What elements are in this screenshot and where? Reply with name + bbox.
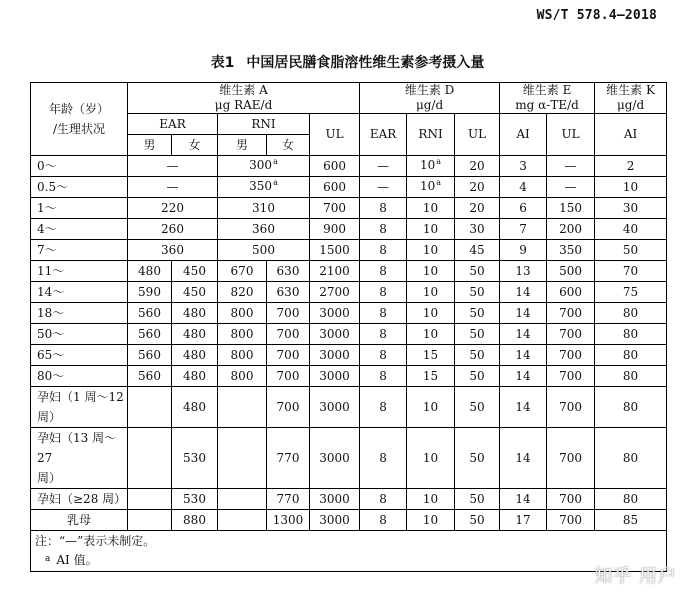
d-ear-cell: 8 — [360, 366, 407, 387]
d-ul-cell: 20 — [455, 198, 500, 219]
a-ul-cell: 600 — [310, 177, 360, 198]
e-ul-cell: — — [547, 156, 595, 177]
table-row — [31, 282, 667, 303]
a-ear-male-cell: 560 — [128, 366, 172, 387]
a-rni-male-cell — [218, 510, 267, 531]
d-rni-cell: 10 — [407, 282, 455, 303]
k-ai-cell: 40 — [595, 219, 667, 240]
a-ear-female-cell: 480 — [172, 303, 218, 324]
d-rni-cell: 10$^a$ — [407, 156, 455, 177]
a-rni-male-cell: 800 — [218, 303, 267, 324]
a-ear-female-cell: 450 — [172, 261, 218, 282]
table-row — [31, 345, 667, 366]
vitamin-k-ai-header: AI — [595, 114, 667, 156]
table-row — [31, 428, 667, 489]
d-ear-cell: 8 — [360, 324, 407, 345]
a-rni-male-cell — [218, 489, 267, 510]
e-ul-cell: 500 — [547, 261, 595, 282]
a-ul-cell: 600 — [310, 156, 360, 177]
d-ear-cell: 8 — [360, 240, 407, 261]
age-cell: 14～ — [31, 282, 128, 303]
d-ul-cell: 50 — [455, 510, 500, 531]
vitamin-k-header: 维生素 K μg/d — [595, 83, 667, 114]
k-ai-cell: 80 — [595, 428, 667, 489]
d-rni-cell: 10 — [407, 428, 455, 489]
header-row-1 — [31, 83, 667, 114]
footnote-mark: a — [273, 178, 278, 187]
a-ul-cell: 3000 — [310, 303, 360, 324]
rni-female-header: 女 — [267, 135, 310, 156]
a-rni-cell: 360 — [218, 219, 310, 240]
a-rni-female-cell: 700 — [267, 366, 310, 387]
d-rni-cell: 10 — [407, 510, 455, 531]
a-rni-male-cell — [218, 428, 267, 489]
d-ul-cell: 50 — [455, 324, 500, 345]
d-ul-cell: 50 — [455, 387, 500, 428]
a-ear-male-cell: 560 — [128, 303, 172, 324]
age-cell: 7～ — [31, 240, 128, 261]
e-ul-cell: — — [547, 177, 595, 198]
d-ul-cell: 45 — [455, 240, 500, 261]
d-ul-cell: 50 — [455, 366, 500, 387]
a-rni-male-cell: 800 — [218, 324, 267, 345]
vitamin-a-rni-header: RNI — [218, 114, 310, 135]
d-rni-cell: 10$^a$ — [407, 177, 455, 198]
age-cell: 80～ — [31, 366, 128, 387]
e-ul-cell: 700 — [547, 428, 595, 489]
k-ai-cell: 10 — [595, 177, 667, 198]
a-ul-cell: 900 — [310, 219, 360, 240]
a-rni-cell: 350$^a$ — [218, 177, 310, 198]
a-rni-female-cell: 700 — [267, 324, 310, 345]
note-row — [31, 531, 667, 552]
e-ul-cell: 350 — [547, 240, 595, 261]
e-ul-cell: 700 — [547, 387, 595, 428]
a-ear-cell: — — [128, 177, 218, 198]
d-ul-cell: 20 — [455, 177, 500, 198]
age-cell: 孕妇（≥28 周） — [31, 489, 128, 510]
vitamin-d-ear-header: EAR — [360, 114, 407, 156]
e-ai-cell: 6 — [500, 198, 547, 219]
d-ul-cell: 30 — [455, 219, 500, 240]
age-cell: 1～ — [31, 198, 128, 219]
a-rni-male-cell: 670 — [218, 261, 267, 282]
k-ai-cell: 80 — [595, 345, 667, 366]
d-ear-cell: 8 — [360, 198, 407, 219]
k-ai-cell: 80 — [595, 366, 667, 387]
rni-male-header: 男 — [218, 135, 267, 156]
d-ear-cell: 8 — [360, 282, 407, 303]
d-rni-cell: 10 — [407, 489, 455, 510]
table-row — [31, 324, 667, 345]
e-ul-cell: 200 — [547, 219, 595, 240]
a-rni-female-cell: 700 — [267, 345, 310, 366]
table-row — [31, 261, 667, 282]
e-ul-cell: 700 — [547, 510, 595, 531]
e-ai-cell: 14 — [500, 324, 547, 345]
a-ul-cell: 3000 — [310, 324, 360, 345]
a-rni-male-cell: 800 — [218, 366, 267, 387]
d-rni-cell: 10 — [407, 219, 455, 240]
a-ear-male-cell — [128, 387, 172, 428]
d-ear-cell: 8 — [360, 219, 407, 240]
k-ai-cell: 85 — [595, 510, 667, 531]
e-ai-cell: 14 — [500, 303, 547, 324]
d-rni-cell: 15 — [407, 366, 455, 387]
vitamin-e-header: 维生素 E mg α-TE/d — [500, 83, 595, 114]
e-ai-cell: 3 — [500, 156, 547, 177]
e-ai-cell: 14 — [500, 428, 547, 489]
e-ai-cell: 14 — [500, 345, 547, 366]
d-ear-cell: 8 — [360, 489, 407, 510]
a-ear-cell: — — [128, 156, 218, 177]
vitamin-e-ai-header: AI — [500, 114, 547, 156]
age-cell: 65～ — [31, 345, 128, 366]
a-ul-cell: 3000 — [310, 345, 360, 366]
table-row — [31, 177, 667, 198]
e-ai-cell: 14 — [500, 387, 547, 428]
a-ear-female-cell: 880 — [172, 510, 218, 531]
a-ear-cell: 220 — [128, 198, 218, 219]
a-ul-cell: 3000 — [310, 387, 360, 428]
age-header-sub: /生理状况 — [52, 122, 106, 136]
table-row — [31, 198, 667, 219]
a-ul-cell: 3000 — [310, 489, 360, 510]
vitamin-d-header: 维生素 D μg/d — [360, 83, 500, 114]
table-row — [31, 219, 667, 240]
table-row — [31, 303, 667, 324]
a-ear-female-cell: 480 — [172, 324, 218, 345]
footnote-mark: a — [273, 157, 278, 166]
table-row — [31, 387, 667, 428]
d-rni-cell: 10 — [407, 324, 455, 345]
a-ear-male-cell: 590 — [128, 282, 172, 303]
a-rni-cell: 300$^a$ — [218, 156, 310, 177]
table-caption: 中国居民膳食脂溶性维生素参考摄入量 — [246, 55, 485, 71]
d-rni-cell: 10 — [407, 303, 455, 324]
a-ear-male-cell — [128, 510, 172, 531]
age-cell: 0.5～ — [31, 177, 128, 198]
a-rni-male-cell: 820 — [218, 282, 267, 303]
d-ul-cell: 50 — [455, 261, 500, 282]
e-ai-cell: 13 — [500, 261, 547, 282]
a-rni-male-cell — [218, 387, 267, 428]
vitamin-e-ul-header: UL — [547, 114, 595, 156]
ear-female-header: 女 — [172, 135, 218, 156]
ear-male-header: 男 — [128, 135, 172, 156]
age-cell: 11～ — [31, 261, 128, 282]
vitamin-d-rni-header: RNI — [407, 114, 455, 156]
k-ai-cell: 80 — [595, 303, 667, 324]
e-ul-cell: 700 — [547, 345, 595, 366]
k-ai-cell: 80 — [595, 324, 667, 345]
age-header-label: 年龄（岁） — [48, 102, 109, 116]
e-ul-cell: 600 — [547, 282, 595, 303]
a-ul-cell: 3000 — [310, 366, 360, 387]
age-cell: 4～ — [31, 219, 128, 240]
a-rni-female-cell: 630 — [267, 261, 310, 282]
a-ear-male-cell: 480 — [128, 261, 172, 282]
age-header — [31, 83, 128, 156]
e-ai-cell: 14 — [500, 489, 547, 510]
table-row — [31, 156, 667, 177]
a-rni-female-cell: 700 — [267, 303, 310, 324]
d-ear-cell: 8 — [360, 510, 407, 531]
a-ul-cell: 2700 — [310, 282, 360, 303]
d-ear-cell: 8 — [360, 261, 407, 282]
table-row — [31, 366, 667, 387]
vitamin-a-ear-header: EAR — [128, 114, 218, 135]
e-ul-cell: 700 — [547, 366, 595, 387]
d-rni-cell: 10 — [407, 198, 455, 219]
a-ul-cell: 700 — [310, 198, 360, 219]
k-ai-cell: 50 — [595, 240, 667, 261]
d-ear-cell: 8 — [360, 387, 407, 428]
e-ul-cell: 700 — [547, 303, 595, 324]
vitamin-a-header: 维生素 A μg RAE/d — [128, 83, 360, 114]
a-rni-female-cell: 770 — [267, 428, 310, 489]
e-ai-cell: 4 — [500, 177, 547, 198]
k-ai-cell: 70 — [595, 261, 667, 282]
a-rni-cell: 310 — [218, 198, 310, 219]
d-ul-cell: 20 — [455, 156, 500, 177]
e-ai-cell: 17 — [500, 510, 547, 531]
a-ear-female-cell: 530 — [172, 428, 218, 489]
a-rni-female-cell: 770 — [267, 489, 310, 510]
d-ear-cell: 8 — [360, 428, 407, 489]
a-rni-female-cell: 1300 — [267, 510, 310, 531]
footnote-row — [31, 551, 667, 572]
age-cell: 乳母 — [31, 510, 128, 531]
age-cell: 孕妇（13 周～27 周） — [31, 428, 128, 489]
age-cell: 18～ — [31, 303, 128, 324]
e-ai-cell: 14 — [500, 282, 547, 303]
a-ear-male-cell: 560 — [128, 345, 172, 366]
a-rni-female-cell: 630 — [267, 282, 310, 303]
d-rni-cell: 10 — [407, 387, 455, 428]
d-ul-cell: 50 — [455, 303, 500, 324]
a-ul-cell: 3000 — [310, 428, 360, 489]
a-ear-male-cell — [128, 489, 172, 510]
age-cell: 0～ — [31, 156, 128, 177]
a-ear-cell: 260 — [128, 219, 218, 240]
footnote-mark: a — [436, 178, 442, 187]
d-ul-cell: 50 — [455, 428, 500, 489]
table-row — [31, 240, 667, 261]
table-row — [31, 510, 667, 531]
vitamin-table — [30, 82, 667, 572]
a-ear-male-cell — [128, 428, 172, 489]
a-ear-female-cell: 480 — [172, 366, 218, 387]
a-ear-female-cell: 450 — [172, 282, 218, 303]
vitamin-a-ul-header: UL — [310, 114, 360, 156]
e-ul-cell: 700 — [547, 324, 595, 345]
table-number: 表1 — [210, 55, 235, 71]
k-ai-cell: 80 — [595, 387, 667, 428]
e-ul-cell: 700 — [547, 489, 595, 510]
footnote-mark: a — [45, 553, 51, 564]
d-ear-cell: — — [360, 177, 407, 198]
watermark: 知乎 用户 — [594, 566, 677, 587]
e-ul-cell: 150 — [547, 198, 595, 219]
a-rni-female-cell: 700 — [267, 387, 310, 428]
k-ai-cell: 80 — [595, 489, 667, 510]
a-ear-male-cell: 560 — [128, 324, 172, 345]
k-ai-cell: 2 — [595, 156, 667, 177]
d-ear-cell: — — [360, 156, 407, 177]
d-ul-cell: 50 — [455, 345, 500, 366]
table-row — [31, 489, 667, 510]
footnote-mark: a — [436, 157, 442, 166]
standard-code: WS/T 578.4—2018 — [536, 8, 657, 23]
table-footnote: $^a$ AI 值。 — [31, 551, 667, 572]
d-rni-cell: 10 — [407, 261, 455, 282]
k-ai-cell: 75 — [595, 282, 667, 303]
a-ul-cell: 1500 — [310, 240, 360, 261]
table-title — [0, 52, 695, 72]
d-rni-cell: 15 — [407, 345, 455, 366]
d-ear-cell: 8 — [360, 303, 407, 324]
k-ai-cell: 30 — [595, 198, 667, 219]
table-note: 注：“—”表示未制定。 — [31, 531, 667, 552]
d-ear-cell: 8 — [360, 345, 407, 366]
d-ul-cell: 50 — [455, 282, 500, 303]
a-ul-cell: 2100 — [310, 261, 360, 282]
e-ai-cell: 7 — [500, 219, 547, 240]
age-cell: 50～ — [31, 324, 128, 345]
d-ul-cell: 50 — [455, 489, 500, 510]
a-ul-cell: 3000 — [310, 510, 360, 531]
age-cell: 孕妇（1 周～12 周） — [31, 387, 128, 428]
e-ai-cell: 9 — [500, 240, 547, 261]
d-rni-cell: 10 — [407, 240, 455, 261]
a-ear-cell: 360 — [128, 240, 218, 261]
a-ear-female-cell: 480 — [172, 387, 218, 428]
e-ai-cell: 14 — [500, 366, 547, 387]
a-ear-female-cell: 530 — [172, 489, 218, 510]
a-rni-cell: 500 — [218, 240, 310, 261]
vitamin-d-ul-header: UL — [455, 114, 500, 156]
a-rni-male-cell: 800 — [218, 345, 267, 366]
a-ear-female-cell: 480 — [172, 345, 218, 366]
